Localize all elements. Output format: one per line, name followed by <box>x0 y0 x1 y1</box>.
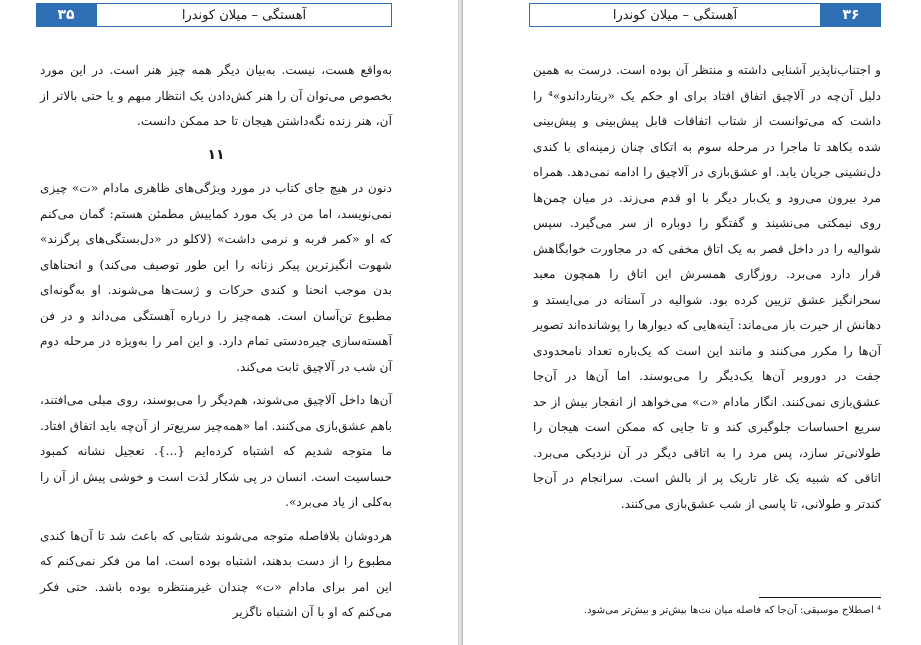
left-page-header <box>36 3 392 27</box>
paragraph: و اجتناب‌ناپذیر آشنایی داشته و منتظر آن بوده است. درست به همین دلیل آن‌چه در آلاچیق اتفاق افتاد برای او حکم یک «ریتارداندو»⁴ را داشت که می‌توانست از شتاب اتفاقات قابل پیش‌بینی و پیش‌بینی شده بکاهد تا ماجرا در مرحله سوم به اتکای چنان زمینه‌ای با کندی دل‌نشینی جریان یابد. او عشق‌بازی در آلاچیق را ادامه نمی‌دهد. همراه مرد بیرون می‌رود و یک‌بار دیگر با او قدم می‌زند. در میان چمن‌ها روی نیمکتی می‌نشیند و گفتگو را دوباره از سر می‌گیرد. سپس شوالیه را در داخل قصر به یک اتاق مخفی که در مجاورت خوابگاهش قرار دارد می‌برد. روزگاری همسرش این اتاق را همچون معبد سحرانگیز عشق تزیین کرده بود. شوالیه در آستانه در می‌ایستد و دهانش از حیرت باز می‌ماند: آینه‌هایی که دیوارها را پوشانده‌اند تصویر آن‌ها را مکرر می‌کنند و مانند این است که یک‌باره تعداد نامحدودی جفت در دوروبر آن‌ها یک‌دیگر را می‌بوسند. اما آن‌ها در آن‌جا عشق‌بازی نمی‌کنند. انگار مادام «ت» می‌خواهد از انفجار بیش از حد سریع احساسات جلوگیری کند و تا جایی که ممکن است هیجان را طولانی‌تر سازد، پس مرد را به اتاقی دیگر در آن نزدیکی می‌برد. اتاقی که شبیه یک غار تاریک پر از بالش است. سرانجام در آن‌جا کندتر و طولانی، تا پاسی از شب عشق‌بازی می‌کنند. <box>533 63 881 511</box>
right-page-running-title: آهستگی – میلان کوندرا <box>529 3 821 27</box>
footnote: ⁴ اصطلاح موسیقی: آن‌جا که فاصله میان نت‌ها بیش‌تر و بیش‌تر می‌شود. <box>583 605 881 616</box>
right-page-header <box>529 3 881 27</box>
paragraph: هردوشان بلافاصله متوجه می‌شوند شتابی که باعث شد تا آن‌ها کندی مطبوع را از دست بدهند، اشتباه بوده است. اما من فکر نمی‌کنم که این امر برای مادام «ت» چندان غیرمنتظره بوده باشد. حتی فکر می‌کنم که او با آن اشتباه ناگزیر <box>40 528 392 619</box>
section-number: ۱۱ <box>207 146 225 163</box>
left-page-running-title: آهستگی – میلان کوندرا <box>96 3 392 27</box>
paragraph: دنون در هیچ جای کتاب در مورد ویژگی‌های ظاهری مادام «ت» چیزی نمی‌نویسد، اما من در یک مورد کماییش مطمئن هستم: گمان می‌کنم که او «کمر فربه و نرمی داشت» (لاکلو در «دل‌بستگی‌های پرگزند» شهوت انگیزترین پیکر زنانه را این طور توصیف می‌کند) و انحناهای بدن موجب انحنا و کندی حرکات و ژست‌ها می‌شوند. او به‌گونه‌ای مطبوع تن‌آسان است. همه‌چیز را درباره آهستگی می‌داند و در فن آهسته‌سازی چیره‌دستی تمام دارد. و این امر را به‌ویژه در مرحله دوم آن شب در آلاچیق ثابت می‌کند. <box>40 181 392 374</box>
right-page-number: ۳۶ <box>821 3 881 27</box>
right-page <box>462 0 921 645</box>
left-page-number: ۳۵ <box>36 3 96 27</box>
paragraph: به‌واقع هست، نیست. به‌بیان دیگر همه چیز هنر است. در این مورد بخصوص می‌توان آن را هنر کش‌دادن یک انتظار مبهم و یا حتی بالاتر از آن، هنر زنده نگه‌داشتن هیجان تا حد ممکن دانست. <box>40 63 392 128</box>
left-page-body <box>40 58 392 634</box>
right-page-body <box>533 58 881 525</box>
left-page <box>0 0 459 645</box>
footnote-divider <box>759 597 881 598</box>
paragraph: آن‌ها داخل آلاچیق می‌شوند، هم‌دیگر را می‌بوسند، روی مبلی می‌افتند، باهم عشق‌بازی می‌کنند. اما «همه‌چیز سریع‌تر از آن‌چه باید اتفاق افتاد. ما متوجه شدیم که اشتباه کرده‌ایم {...}. تعجیل نشانه کمبود حساسیت است. انسان در پی شکار لذت است و خوشی پیش از آن را به‌کلی از یاد می‌برد». <box>40 393 392 509</box>
